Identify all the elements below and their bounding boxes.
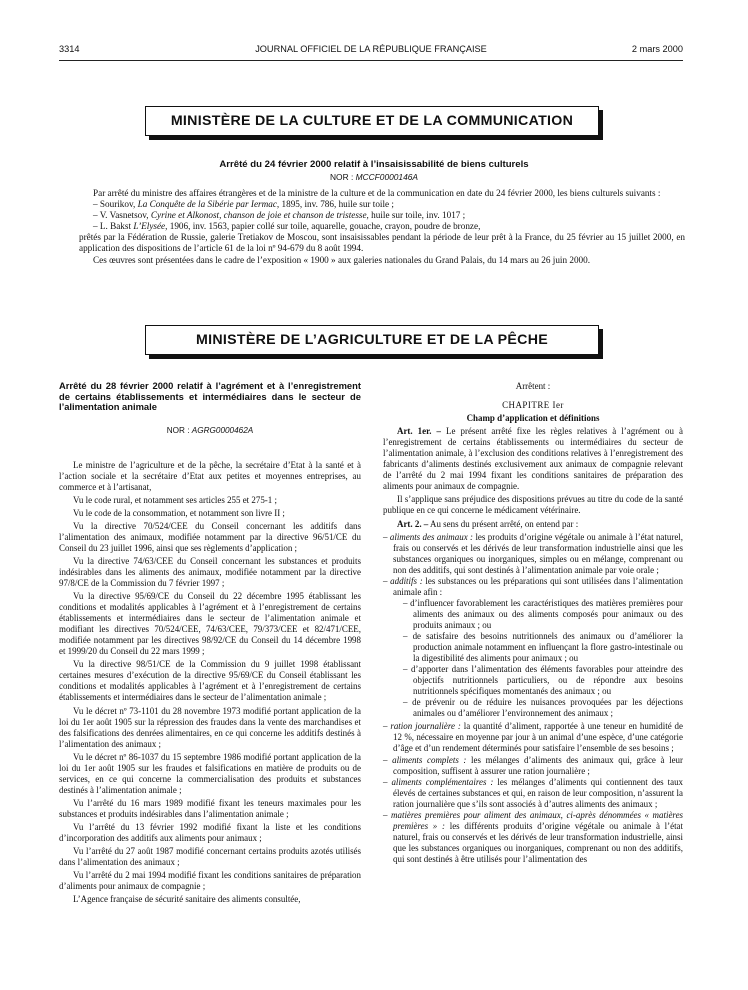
visa-paragraph: Vu le décret nº 86-1037 du 15 septembre 1986 modifié portant application de la loi du 1er août 1905 sur les fraudes et falsifications en matière de produits ou de services, en ce qui concerne la commercialisation des produits et substances destinés à l’alimentation animale ; [59,751,361,795]
header-rule [59,60,683,61]
left-column [59,381,361,907]
artwork-item: – V. Vasnetsov, Cyrine et Alkonost, chanson de joie et chanson de tristesse, huile sur toile, inv. 1017 ; [93,210,466,221]
chapter-label: CHAPITRE Ier [502,400,564,411]
ministry-culture-heading: MINISTÈRE DE LA CULTURE ET DE LA COMMUNICATION [145,106,599,136]
artwork-item: – L. Bakst L’Elysée, 1906, inv. 1563, papier collé sur toile, aquarelle, gouache, crayon, poudre de bronze, [93,221,481,232]
visa-paragraph: Vu le code rural, et notamment ses articles 255 et 275-1 ; [73,494,277,505]
intro-paragraph: Par arrêté du ministre des affaires étrangères et de la ministre de la culture et de la communication en date du 24 février 2000, les biens culturels suivants : [93,188,661,198]
decree-title-culture: Arrêté du 24 février 2000 relatif à l’insaisissabilité de biens culturels [219,159,529,170]
running-header [59,44,683,58]
definitions-list [383,532,683,865]
culture-decree-body [79,188,685,266]
visa-paragraph: Vu l’arrêté du 27 août 1987 modifié concernant certains produits azotés utilisés dans l’alimentation des animaux ; [59,846,361,868]
visa-paragraph: Vu l’arrêté du 16 mars 1989 modifié fixant les teneurs maximales pour les substances et produits indésirables dans l’alimentation animale ; [59,797,361,819]
nor-reference-culture: NOR : MCCF0000146A [330,172,418,182]
issue-date: 2 mars 2000 [631,44,683,54]
article-1-paragraph-2: Il s’applique sans préjudice des dispositions prévues au titre du code de la santé publique en ce qui concerne le médicament vétérinaire. [383,494,683,516]
visa-paragraph: L’Agence française de sécurité sanitaire des aliments consultée, [73,894,301,905]
page-number: 3314 [59,44,80,54]
nor-reference-agriculture: NOR : AGRG0000462A [166,425,254,435]
exhibition-paragraph: Ces œuvres sont présentées dans le cadre de l’exposition « 1900 » aux galeries nationales du Grand Palais, du 14 mars au 26 juin 2000. [93,254,591,265]
additives-sublist [393,598,683,720]
sub-item: – d’apporter dans l’alimentation des éléments favorables pour atteindre des objectifs nutritionnels particuliers, ou de répondre aux besoins nutritionnels spécifiques momentanés des animaux ; ou [403,664,683,697]
definition-item: – matières premières pour aliment des animaux, ci-après dénommées « matières premières » : les différents produits d’origine végétale ou animale à l’état naturel, frais ou conservés et les dérivés de leur transformation industrielle, ainsi que les substances organiques ou inorganiques, comprenant ou non des additifs, qui sont destinés à être utilisés pour l’alimentation des [383,809,684,864]
sub-item: – de prévenir ou de réduire les nuisances provoquées par les déjections animales ou d’améliorer l’environnement des animaux ; [403,697,683,719]
visa-paragraph: Vu la directive 98/51/CE de la Commission du 9 juillet 1998 établissant certaines mesures d’exécution de la directive 95/69/CE du Conseil établissant les conditions et modalités applicables à l’agrément et à l’enregistrement de certains établissements et intermédiaires dans le secteur de l’alimentation animale ; [59,659,361,703]
sub-item: – de satisfaire des besoins nutritionnels des animaux ou d’améliorer la production animale notamment en influençant la flore gastro-intestinale ou la digestibilité des aliments pour animaux ; ou [403,630,683,664]
article-1: Art. 1er. – Le présent arrêté fixe les règles relatives à l’agrément ou à l’enregistrement de certains établissements ou intermédiaires du secteur de l’alimentation animale, à l’exclusion des conditions relatives à l’enregistrement des fabricants d’aliments destinés exclusivement aux animaux de compagnie relevant de l’arrêté du 2 mai 1994 fixant les conditions sanitaires de préparation des aliments pour animaux de compagnie. [383,426,683,492]
visa-paragraph: Le ministre de l’agriculture et de la pêche, la secrétaire d’Etat à la santé et à l’action sociale et la secrétaire d’Etat aux petites et moyennes entreprises, au commerce et à l’artisanat, [59,459,361,492]
definition-item: – ration journalière : la quantité d’aliment, rapportée à une teneur en humidité de 12 %, nécessaire en moyenne par jour à un animal d’une espèce, d’une catégorie d’âge et d’un rendement déterminés pour satisfaire l’ensemble de ses besoins ; [383,721,683,754]
journal-title: JOURNAL OFFICIEL DE LA RÉPUBLIQUE FRANÇAISE [255,44,487,54]
visa-paragraph: Vu l’arrêté du 2 mai 1994 modifié fixant les conditions sanitaires de préparation d’aliments pour animaux de compagnie ; [59,870,361,892]
sub-item: – d’influencer favorablement les caractéristiques des matières premières pour aliments des animaux ou des aliments composés pour animaux ou des produits animaux ; ou [403,597,683,630]
definition-item: – aliments des animaux : les produits d’origine végétale ou animale à l’état naturel, frais ou conservés et les dérivés de leur transformation industrielle ainsi que les substances organiques ou inorganiques, simples ou en mélange, comprenant ou non des additifs, qui sont destinés à l’alimentation animale par voie orale ; [383,531,684,575]
decree-title-agriculture: Arrêté du 28 février 2000 relatif à l’agrément et à l’enregistrement de certains établissements et intermédiaires dans le secteur de l’alimentation animale [59,380,361,412]
visa-paragraph: Vu l’arrêté du 13 février 1992 modifié fixant la liste et les conditions d’incorporation des additifs aux aliments pour animaux ; [59,822,361,844]
artwork-item: – Sourikov, La Conquête de la Sibérie par Iermac, 1895, inv. 786, huile sur toile ; [93,199,394,210]
conclusion-paragraph: prêtés par la Fédération de Russie, galerie Tretiakov de Moscou, sont insaisissables pendant la période de leur prêt à la France, du 25 février au 15 juillet 2000, en application des dispositions de l’article 61 de la loi nº 94-679 du 8 août 1994. [79,232,685,254]
visa-paragraph: Vu la directive 70/524/CEE du Conseil concernant les additifs dans l’alimentation des animaux, modifiée notamment par la directive 96/51/CE du Conseil du 23 juillet 1996, ainsi que ses règlements d’application ; [59,520,361,553]
ministry-agriculture-heading: MINISTÈRE DE L’AGRICULTURE ET DE LA PÊCHE [145,325,599,355]
visa-paragraph: Vu le décret nº 73-1101 du 28 novembre 1973 modifié portant application de la loi du 1er août 1905 sur la répression des fraudes dans la vente des marchandises et des falsifications des denrées alimentaires, en ce qui concerne les additifs destinés à l’alimentation des animaux ; [59,705,361,749]
definition-item: – additifs : les substances ou les préparations qui sont utilisées dans l’alimentation animale afin : – d’influencer favorablement les caractéristiques des matières premières pour aliments des animaux ou des aliments composés pour animaux ou des produits animaux ; ou – de satisfaire des besoins nutritionnels des animaux ou d’améliorer la production animale notamment en influençant la flore gastro-intestinale ou la digestibilité des aliments pour animaux ; ou – d’apporter dans l’alimentation des éléments favorables pour atteindre des objectifs nutritionnels particuliers, ou de répondre aux besoins nutritionnels spécifiques momentanés des animaux ; ou – de prévenir ou de réduire les nuisances provoquées par les déjections animales ou d’améliorer l’environnement des animaux ; [383,575,683,719]
definition-item: – aliments complémentaires : les mélanges d’aliments qui contiennent des taux élevés de certaines substances et qui, en raison de leur composition, n’assurent la ration journalière que s’ils sont associés à d’autres aliments des animaux ; [383,776,684,809]
article-2: Art. 2. – Au sens du présent arrêté, on entend par : [397,518,579,529]
definition-item: – aliments complets : les mélanges d’aliments des animaux qui, grâce à leur composition, suffisent à assurer une ration journalière ; [383,754,684,776]
visa-paragraph: Vu la directive 74/63/CEE du Conseil concernant les substances et produits indésirables dans les aliments des animaux, modifiée notamment par la directive 97/8/CE de la Commission du 7 février 1997 ; [59,555,361,589]
chapter-title: Champ d’application et définitions [466,413,600,424]
right-column [383,381,683,867]
visa-paragraph: Vu la directive 95/69/CE du Conseil du 22 décembre 1995 établissant les conditions et modalités applicables à l’agrément et à l’enregistrement de certains établissements et intermédiaires dans le secteur de l’alimentation animale et modifiant les directives 70/524/CEE, 74/63/CEE, 79/373/CEE et 82/471/CEE, modifiée notamment par les directives 98/92/CE du Conseil du 14 décembre 1998 et 1999/20 du Conseil du 22 mars 1999 ; [59,591,361,657]
visa-paragraph: Vu le code de la consommation, et notamment son livre II ; [73,507,285,518]
arretent-heading: Arrêtent : [515,381,551,391]
